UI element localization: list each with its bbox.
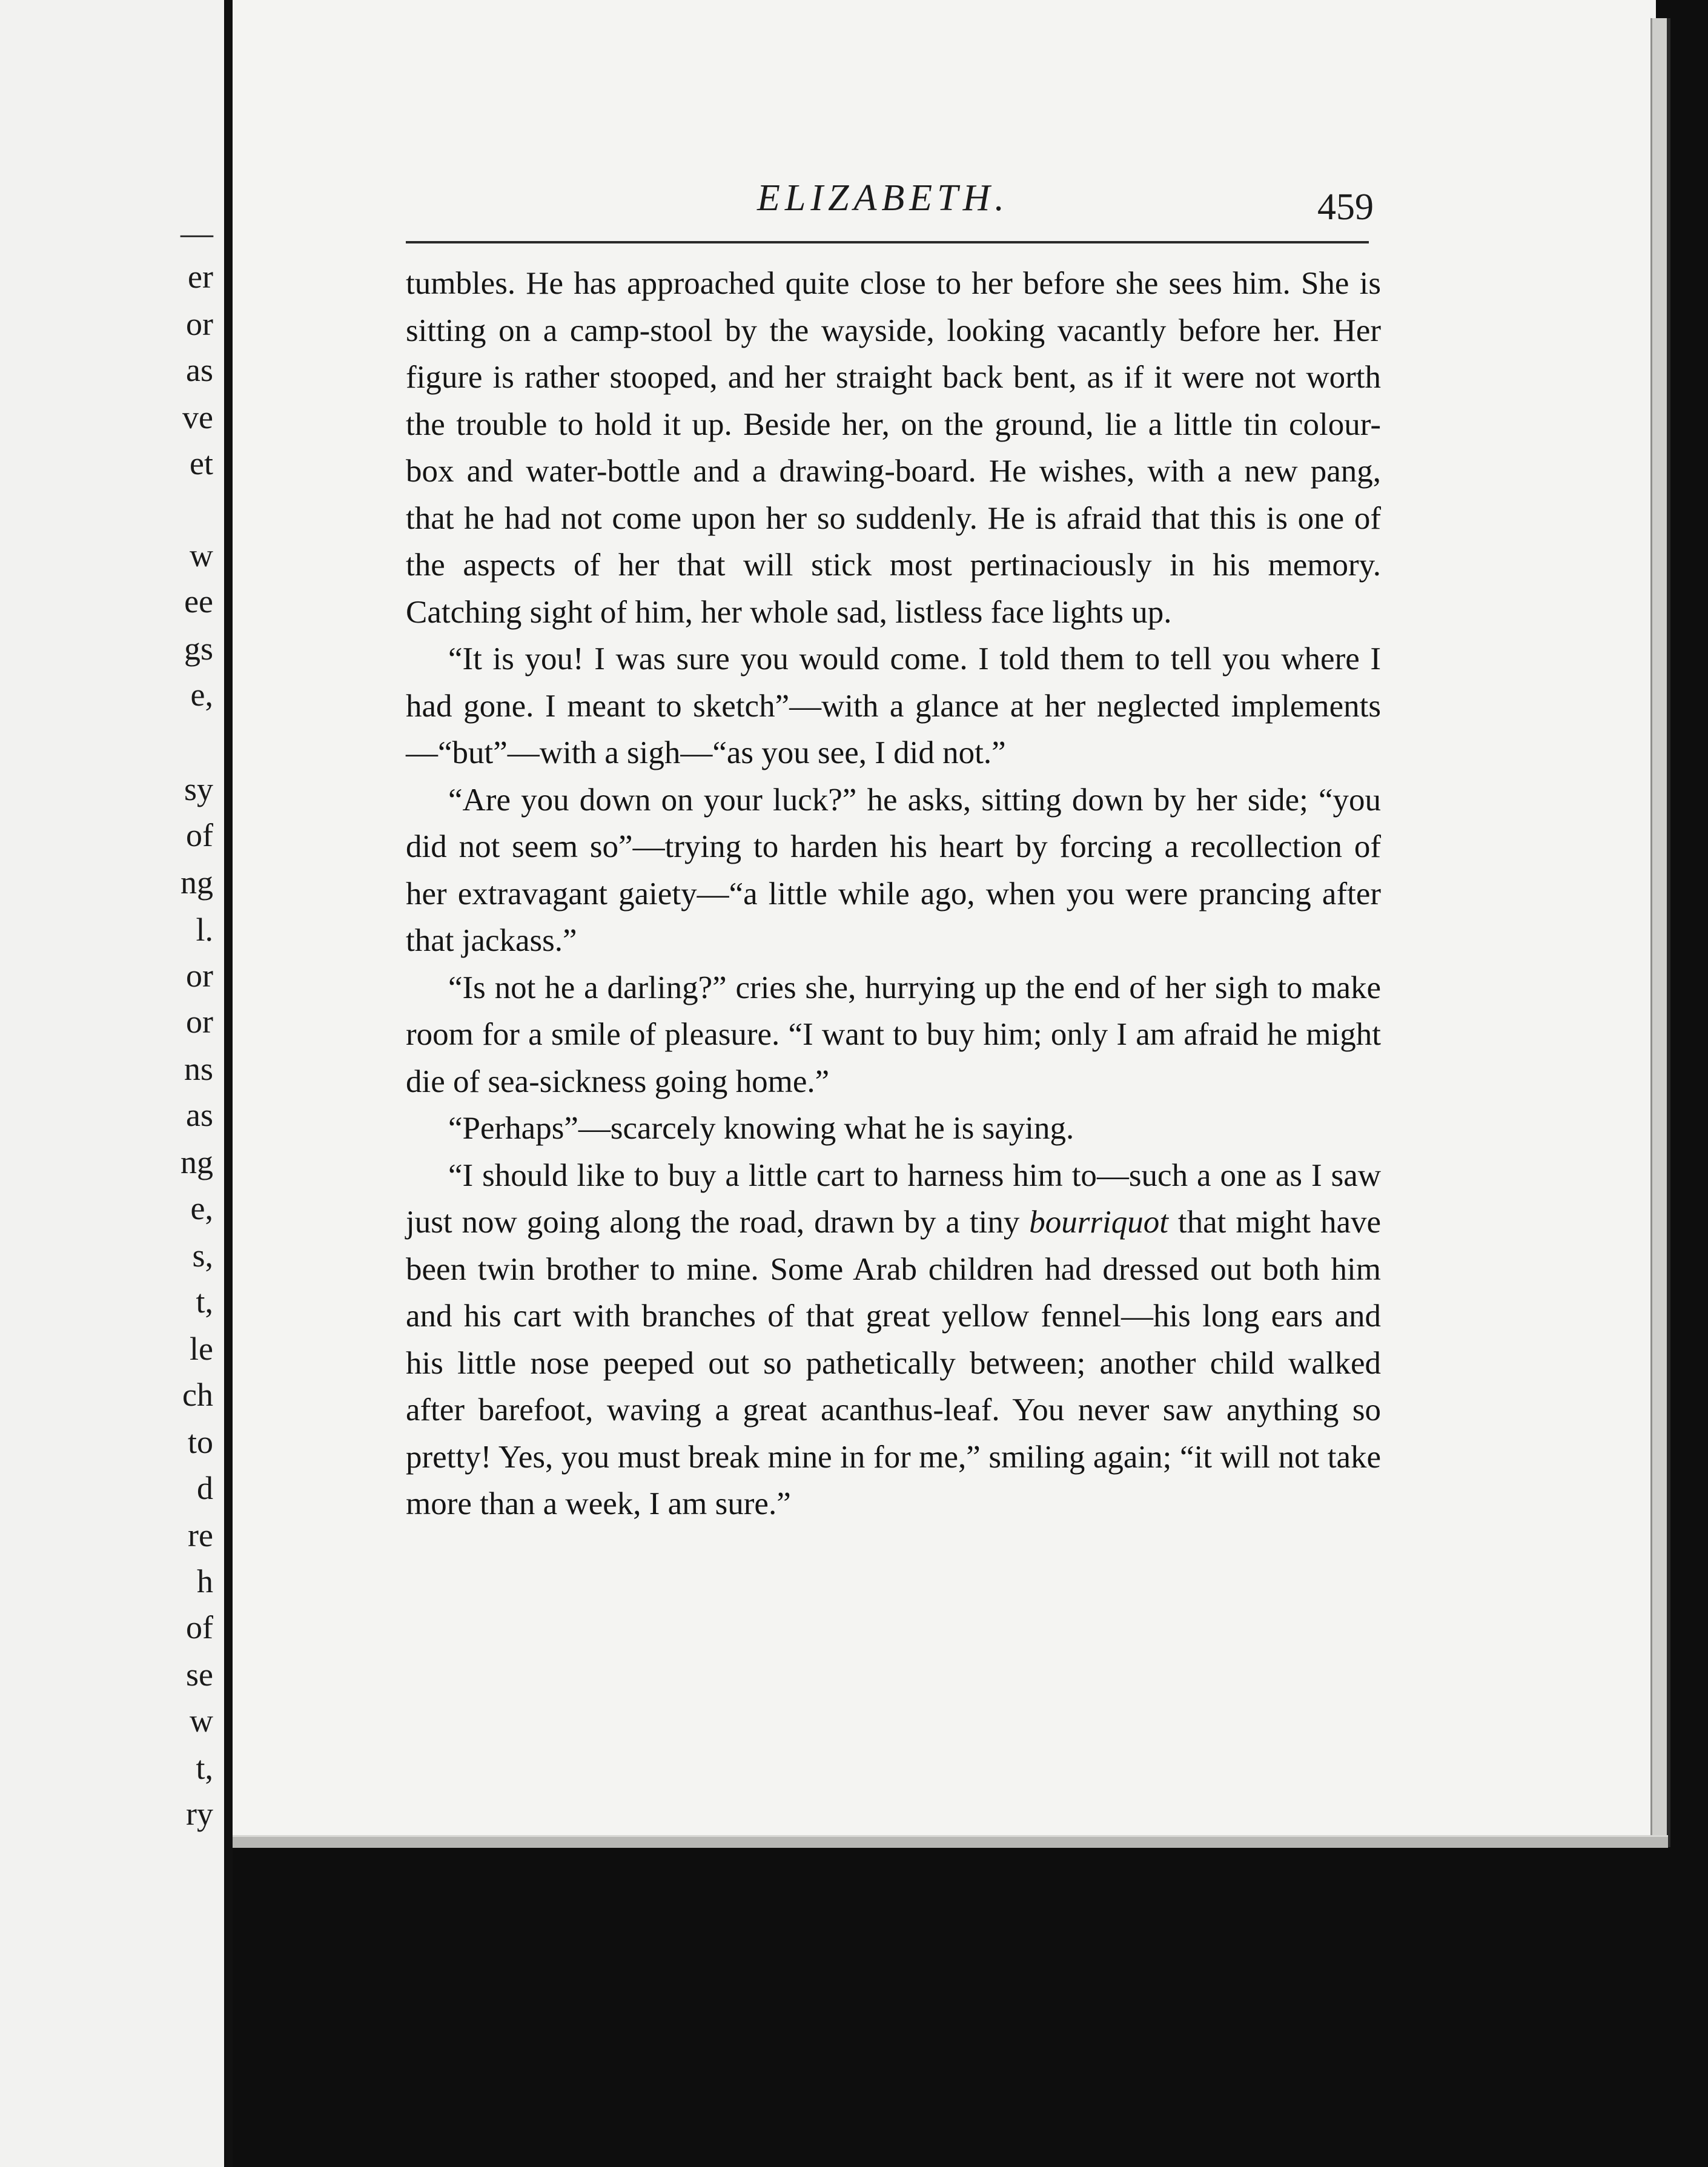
left-page-fragment: or <box>186 958 213 994</box>
left-page-fragment: se <box>186 1656 213 1693</box>
left-page-fragments <box>0 0 224 2167</box>
left-page-fragment: et <box>190 445 213 481</box>
left-page-fragment: of <box>186 1609 213 1646</box>
left-page-fragment: h <box>197 1563 213 1600</box>
page-edge-right <box>1650 18 1670 1847</box>
paragraph: “It is you! I was sure you would come. I told them to tell you where I had gone. I meant to sketch”—with a glance at her neglected implements—“but”—with a sigh—“as you see, I did not.” <box>406 641 1381 770</box>
header-rule <box>406 241 1369 243</box>
left-page-fragment: ns <box>184 1051 213 1087</box>
left-page-fragment: t, <box>196 1283 213 1320</box>
left-page-fragment: — <box>180 215 213 251</box>
left-page-fragment: d <box>197 1470 213 1506</box>
page-edge-bottom <box>233 1835 1668 1848</box>
gutter-shadow <box>225 0 233 2167</box>
left-page-fragment: to <box>187 1424 213 1460</box>
left-page-fragment: ch <box>182 1377 213 1413</box>
page-number: 459 <box>1317 187 1374 228</box>
left-page-fragment: or <box>186 306 213 342</box>
paragraph: “Are you down on your luck?” he asks, sitting down by her side; “you did not seem so”—trying to harden his heart by forcing a recollection of her extravagant gaiety—“a little while ago, when you were prancing after that jackass.” <box>406 782 1381 958</box>
paragraph <box>406 1153 1381 1528</box>
left-page-fragment: ng <box>180 864 213 901</box>
left-page-fragment: ve <box>182 399 213 435</box>
left-page-fragment: ry <box>186 1796 213 1832</box>
left-page-fragment: w <box>190 537 213 574</box>
left-page-fragment: of <box>186 817 213 853</box>
body-text <box>406 260 1381 1528</box>
paragraph-text: that might have been twin brother to mine. Some Arab children had dressed out both him and his cart with branches of that great yellow fennel—his long ears and his little nose peeped out so pathetically between; another child walked after barefoot, waving a great acanthus-leaf. You never saw anything so pretty! Yes, you must break mine in for me,” smiling again; “it will not take more than a week, I am sure.” <box>406 1205 1382 1521</box>
paragraph: “Perhaps”—scarcely knowing what he is saying. <box>448 1111 1074 1146</box>
left-page-fragment: ee <box>184 583 213 620</box>
paragraph-text: “I should like to buy a little cart to harness him to—such a one as I saw just now going along the road, drawn by a tiny <box>406 1157 1381 1240</box>
left-page-fragment: er <box>188 259 213 295</box>
paragraph: “Is not he a darling?” cries she, hurrying up the end of her sigh to make room for a smile of pleasure. “I want to buy him; only I am afraid he might die of sea-sickness going home.” <box>406 970 1381 1099</box>
left-page-fragment: e, <box>190 677 213 713</box>
left-page-fragment: sy <box>184 771 213 807</box>
italic-word: bourriquot <box>1029 1205 1168 1240</box>
left-page-fragment: t, <box>196 1750 213 1786</box>
left-page-fragment: s, <box>192 1237 213 1274</box>
left-page-fragment: w <box>190 1702 213 1739</box>
left-page-fragment: as <box>186 1097 213 1133</box>
left-page-fragment: ng <box>180 1144 213 1180</box>
running-title: ELIZABETH. <box>757 177 1009 219</box>
left-page-fragment: le <box>190 1331 213 1367</box>
left-page-fragment: as <box>186 352 213 388</box>
left-page-fragment: or <box>186 1004 213 1040</box>
left-page-fragment: l. <box>196 911 213 948</box>
left-page-fragment: e, <box>190 1190 213 1226</box>
left-page-fragment: gs <box>184 630 213 667</box>
running-head <box>406 171 1375 237</box>
paragraph: tumbles. He has approached quite close to her before she sees him. She is sitting on a camp-stool by the wayside, looking vacantly before her. Her figure is rather stooped, and her straight back bent, as if it were not worth the trouble to hold it up. Beside her, on the ground, lie a little tin colour-box and water-bottle and a drawing-board. He wishes, with a new pang, that he had not come upon her so suddenly. He is afraid that this is one of the aspects of her that will stick most pertinaciously in his memory. Catching sight of him, her whole sad, listless face lights up. <box>406 266 1381 630</box>
left-facing-page <box>0 0 224 2167</box>
left-page-fragment: re <box>188 1517 213 1553</box>
